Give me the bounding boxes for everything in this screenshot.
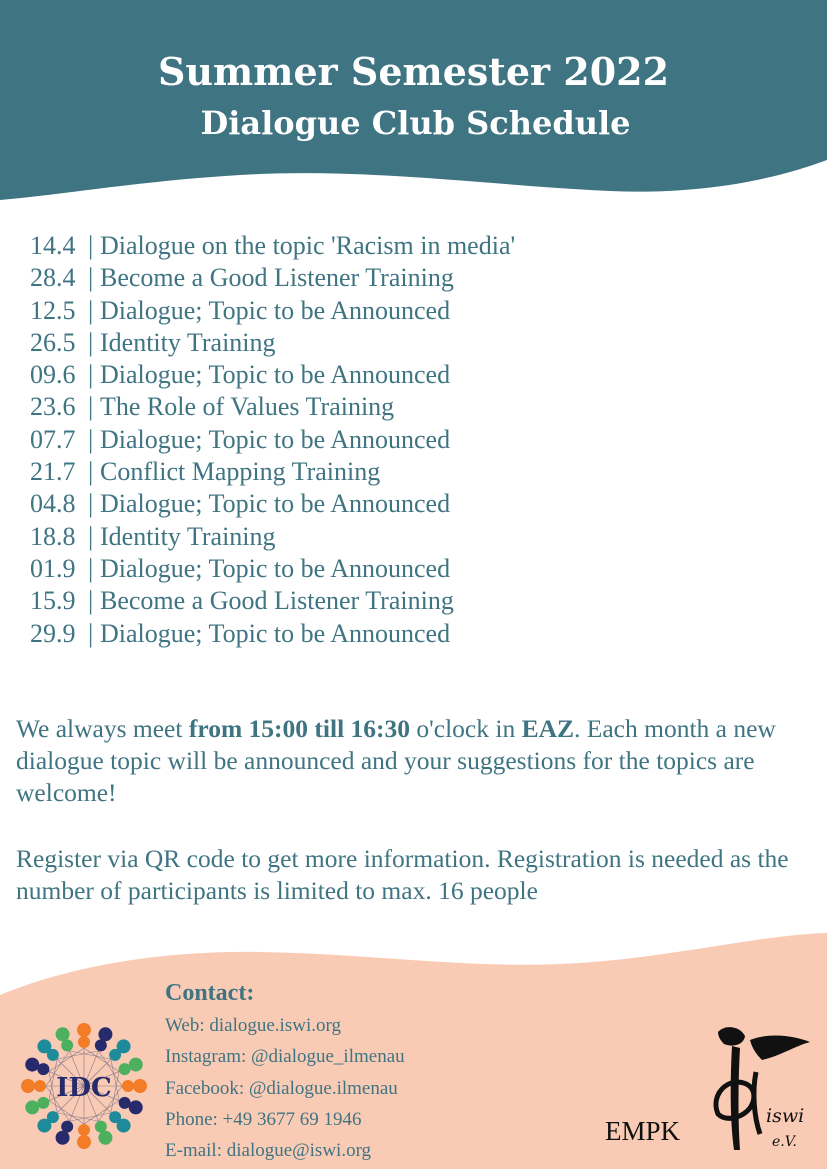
separator: | [88, 360, 94, 390]
schedule-item [30, 521, 515, 553]
title-semester: Summer Semester 2022 [157, 49, 670, 94]
idc-person-body [78, 1124, 90, 1136]
separator: | [88, 263, 94, 293]
schedule-item [30, 553, 515, 585]
schedule-item [30, 262, 515, 294]
separator: | [88, 489, 94, 519]
idc-logo-text: IDC [56, 1073, 112, 1103]
idc-person-body [61, 1039, 73, 1051]
idc-logo [14, 1020, 154, 1150]
contact-instagram: Instagram: @dialogue_ilmenau [165, 1046, 405, 1068]
schedule-event: Become a Good Listener Training [100, 586, 454, 616]
idc-person-head [98, 1027, 112, 1041]
contact-email: E-mail: dialogue@iswi.org [165, 1140, 372, 1162]
idc-person-body [95, 1121, 107, 1133]
idc-person-body [34, 1080, 46, 1092]
idc-person-head [133, 1079, 147, 1093]
schedule-event: Dialogue; Topic to be Announced [100, 424, 451, 454]
schedule-event: Dialogue; Topic to be Announced [100, 553, 451, 583]
meeting-info: We always meet from 15:00 till 16:30 o'clock in EAZ. Each month a new dialogue topic will be announced and your suggestions for the topics are welcome! [16, 714, 776, 807]
schedule-event: Identity Training [100, 327, 276, 357]
separator: | [88, 424, 94, 454]
separator: | [88, 553, 94, 583]
schedule-date: 26.5 [30, 327, 76, 357]
idc-person-head [25, 1100, 39, 1114]
separator: | [88, 295, 94, 325]
schedule-list [30, 230, 515, 650]
contact-web: Web: dialogue.iswi.org [165, 1015, 341, 1036]
idc-person-head [77, 1023, 91, 1037]
separator: | [88, 618, 94, 648]
idc-person-body [95, 1039, 107, 1051]
schedule-item [30, 618, 515, 650]
idc-person-body [61, 1121, 73, 1133]
iswi-logo-text: iswi [766, 1105, 805, 1127]
schedule-item [30, 359, 515, 391]
contact-title: Contact: [165, 980, 255, 1006]
contact-phone: Phone: +49 3677 69 1946 [165, 1108, 362, 1130]
schedule-event: Become a Good Listener Training [100, 263, 454, 293]
schedule-item [30, 424, 515, 456]
idc-person-body [122, 1080, 134, 1092]
schedule-event: Dialogue; Topic to be Announced [100, 295, 451, 325]
empk-logo: EMPK [605, 1116, 681, 1146]
page-title [0, 48, 827, 146]
schedule-date: 09.6 [30, 360, 76, 390]
idc-person-head [56, 1027, 70, 1041]
idc-person-body [109, 1111, 121, 1123]
schedule-event: Conflict Mapping Training [100, 457, 381, 487]
schedule-event: Dialogue; Topic to be Announced [100, 489, 451, 519]
schedule-date: 14.4 [30, 231, 76, 260]
schedule-event: Dialogue; Topic to be Announced [100, 618, 451, 648]
meeting-place: EAZ [521, 714, 575, 743]
schedule-date: 15.9 [30, 586, 76, 616]
schedule-date: 07.7 [30, 424, 76, 454]
idc-person-head [21, 1079, 35, 1093]
schedule-date: 23.6 [30, 392, 76, 422]
idc-person-body [47, 1111, 59, 1123]
schedule-date: 12.5 [30, 295, 76, 325]
meeting-time: from 15:00 till 16:30 [188, 714, 411, 743]
schedule-item [30, 295, 515, 327]
idc-person-body [78, 1036, 90, 1048]
schedule-date: 18.8 [30, 521, 76, 551]
idc-person-body [119, 1097, 131, 1109]
idc-person-head [98, 1131, 112, 1145]
schedule-event: Dialogue on the topic 'Racism in media' [100, 231, 516, 260]
schedule-event: Dialogue; Topic to be Announced [100, 360, 451, 390]
schedule-item [30, 456, 515, 488]
schedule-item [30, 230, 515, 262]
contact-facebook: Facebook: @dialogue.ilmenau [165, 1077, 398, 1099]
registration-info: Register via QR code to get more information. Registration is needed as the number of participants is limited to max. 16 people [16, 844, 789, 905]
separator: | [88, 521, 94, 551]
idc-person-head [129, 1058, 143, 1072]
schedule-date: 28.4 [30, 263, 76, 293]
separator: | [88, 392, 94, 422]
schedule-item [30, 488, 515, 520]
idc-person-body [37, 1063, 49, 1075]
idc-person-body [37, 1097, 49, 1109]
iswi-logo [700, 1022, 815, 1157]
title-schedule: Dialogue Club Schedule [200, 104, 631, 142]
schedule-item [30, 327, 515, 359]
schedule-date: 29.9 [30, 618, 76, 648]
contact-block [165, 976, 405, 1166]
idc-person-head [56, 1131, 70, 1145]
schedule-date: 01.9 [30, 553, 76, 583]
idc-person-head [129, 1100, 143, 1114]
schedule-item [30, 585, 515, 617]
idc-person-head [77, 1135, 91, 1149]
separator: | [88, 231, 94, 260]
separator: | [88, 457, 94, 487]
idc-person-head [25, 1058, 39, 1072]
schedule-date: 21.7 [30, 457, 76, 487]
schedule-date: 04.8 [30, 489, 76, 519]
separator: | [88, 327, 94, 357]
idc-person-body [119, 1063, 131, 1075]
schedule-event: Identity Training [100, 521, 276, 551]
iswi-ev-text: e.V. [772, 1134, 797, 1150]
idc-person-body [47, 1049, 59, 1061]
schedule-event: The Role of Values Training [100, 392, 395, 422]
idc-person-body [109, 1049, 121, 1061]
schedule-item [30, 391, 515, 423]
separator: | [88, 586, 94, 616]
